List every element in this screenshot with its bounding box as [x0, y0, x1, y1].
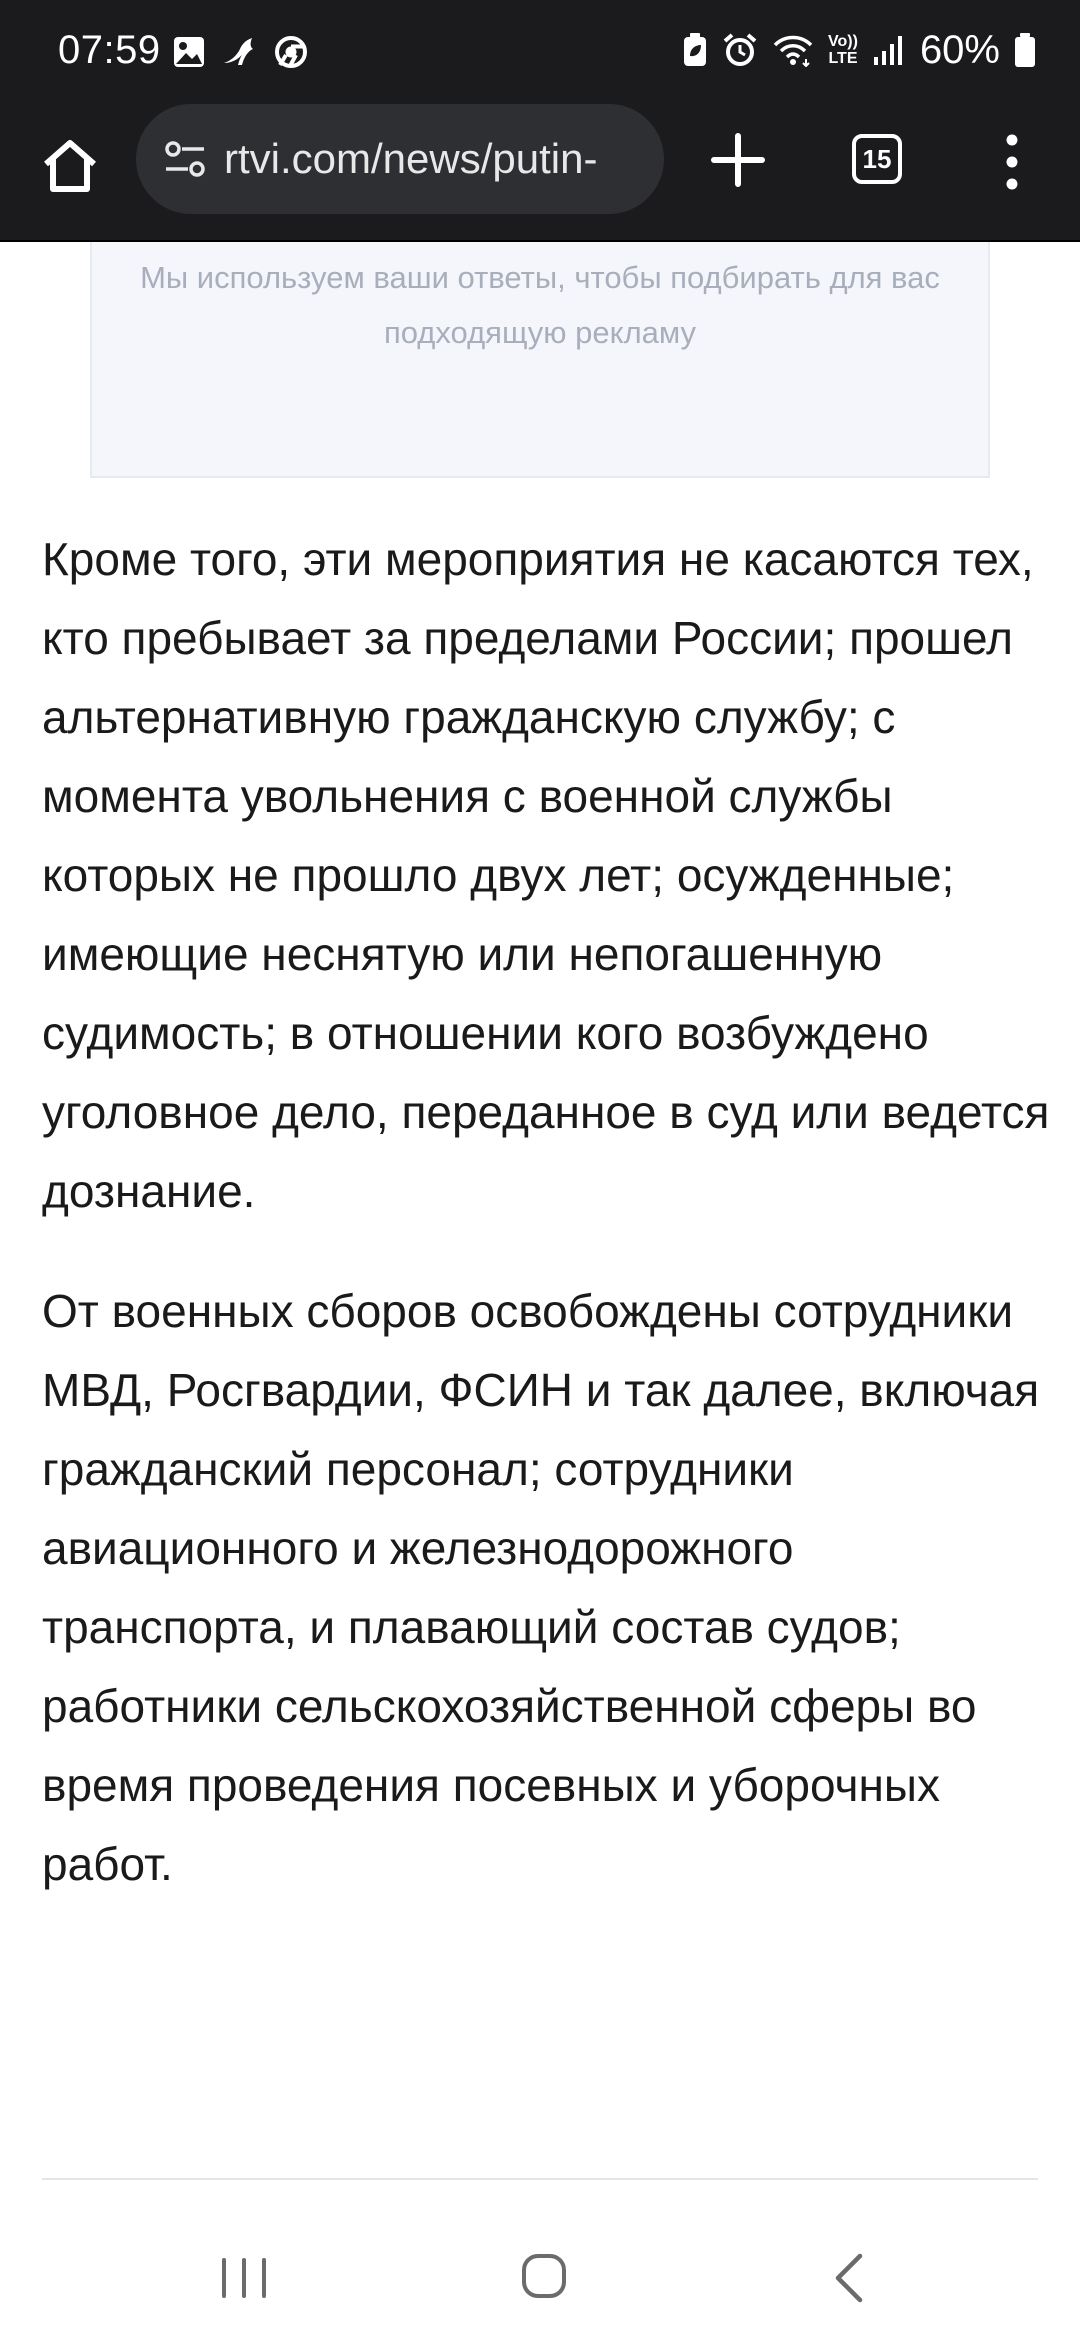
article-paragraph: От военных сборов освобождены сотрудники МВД, Росгвардии, ФСИН и так далее, включая гражданский персонал; сотрудники авиационного и железнодорожного транспорта, и плавающий состав судов; работники сельскохозяйственной сферы во время проведения посевных и уборочных работ. — [42, 1285, 1040, 1890]
battery-icon — [1014, 32, 1036, 68]
alarm-icon — [722, 32, 758, 68]
battery-percent: 60% — [919, 28, 1000, 72]
tab-count: 15 — [862, 143, 892, 174]
volte-label-bottom: LTE — [828, 50, 858, 67]
home-nav-icon[interactable] — [520, 2250, 568, 2302]
battery-saver-icon — [682, 32, 708, 68]
volte-icon — [828, 33, 858, 67]
article-paragraph: Кроме того, эти мероприятия не касаются тех, кто пребывает за пределами России; прошел альтернативную гражданскую службу; с момента увольнения с военной службы которых не прошло двух лет; осужденные; имеющие неснятую или непогашенную судимость; в отношении кого возбуждено уголовное дело, переданное в суд или ведется дознание. — [42, 533, 1050, 1217]
system-status-icons — [682, 24, 1036, 76]
status-bar — [0, 0, 1080, 100]
gallery-icon — [172, 35, 206, 69]
status-time: 07:59 — [58, 28, 161, 72]
url-text: rtvi.com/news/putin- — [224, 135, 598, 182]
url-bar[interactable] — [136, 104, 664, 214]
site-settings-icon[interactable] — [162, 136, 208, 182]
recent-apps-icon[interactable] — [216, 2254, 272, 2302]
home-icon — [40, 138, 100, 194]
home-button[interactable] — [34, 130, 106, 202]
bird-app-icon — [220, 35, 260, 69]
new-tab-icon[interactable] — [706, 128, 770, 192]
ad-feedback-text: Мы используем ваши ответы, чтобы подбирать для вас подходящую рекламу — [140, 260, 940, 350]
more-menu-icon[interactable] — [994, 130, 1030, 194]
system-nav-bar — [0, 2180, 1080, 2340]
volte-label-top: Vo)) — [828, 33, 858, 50]
notification-icons — [172, 30, 308, 74]
wifi-icon — [772, 33, 814, 67]
back-icon[interactable] — [830, 2250, 866, 2306]
signal-icon — [872, 33, 906, 67]
ad-feedback-box — [90, 242, 990, 478]
chrome-icon — [274, 35, 308, 69]
browser-toolbar — [0, 100, 1080, 242]
article-body — [42, 520, 1052, 1904]
tab-switcher-button[interactable] — [852, 134, 902, 184]
